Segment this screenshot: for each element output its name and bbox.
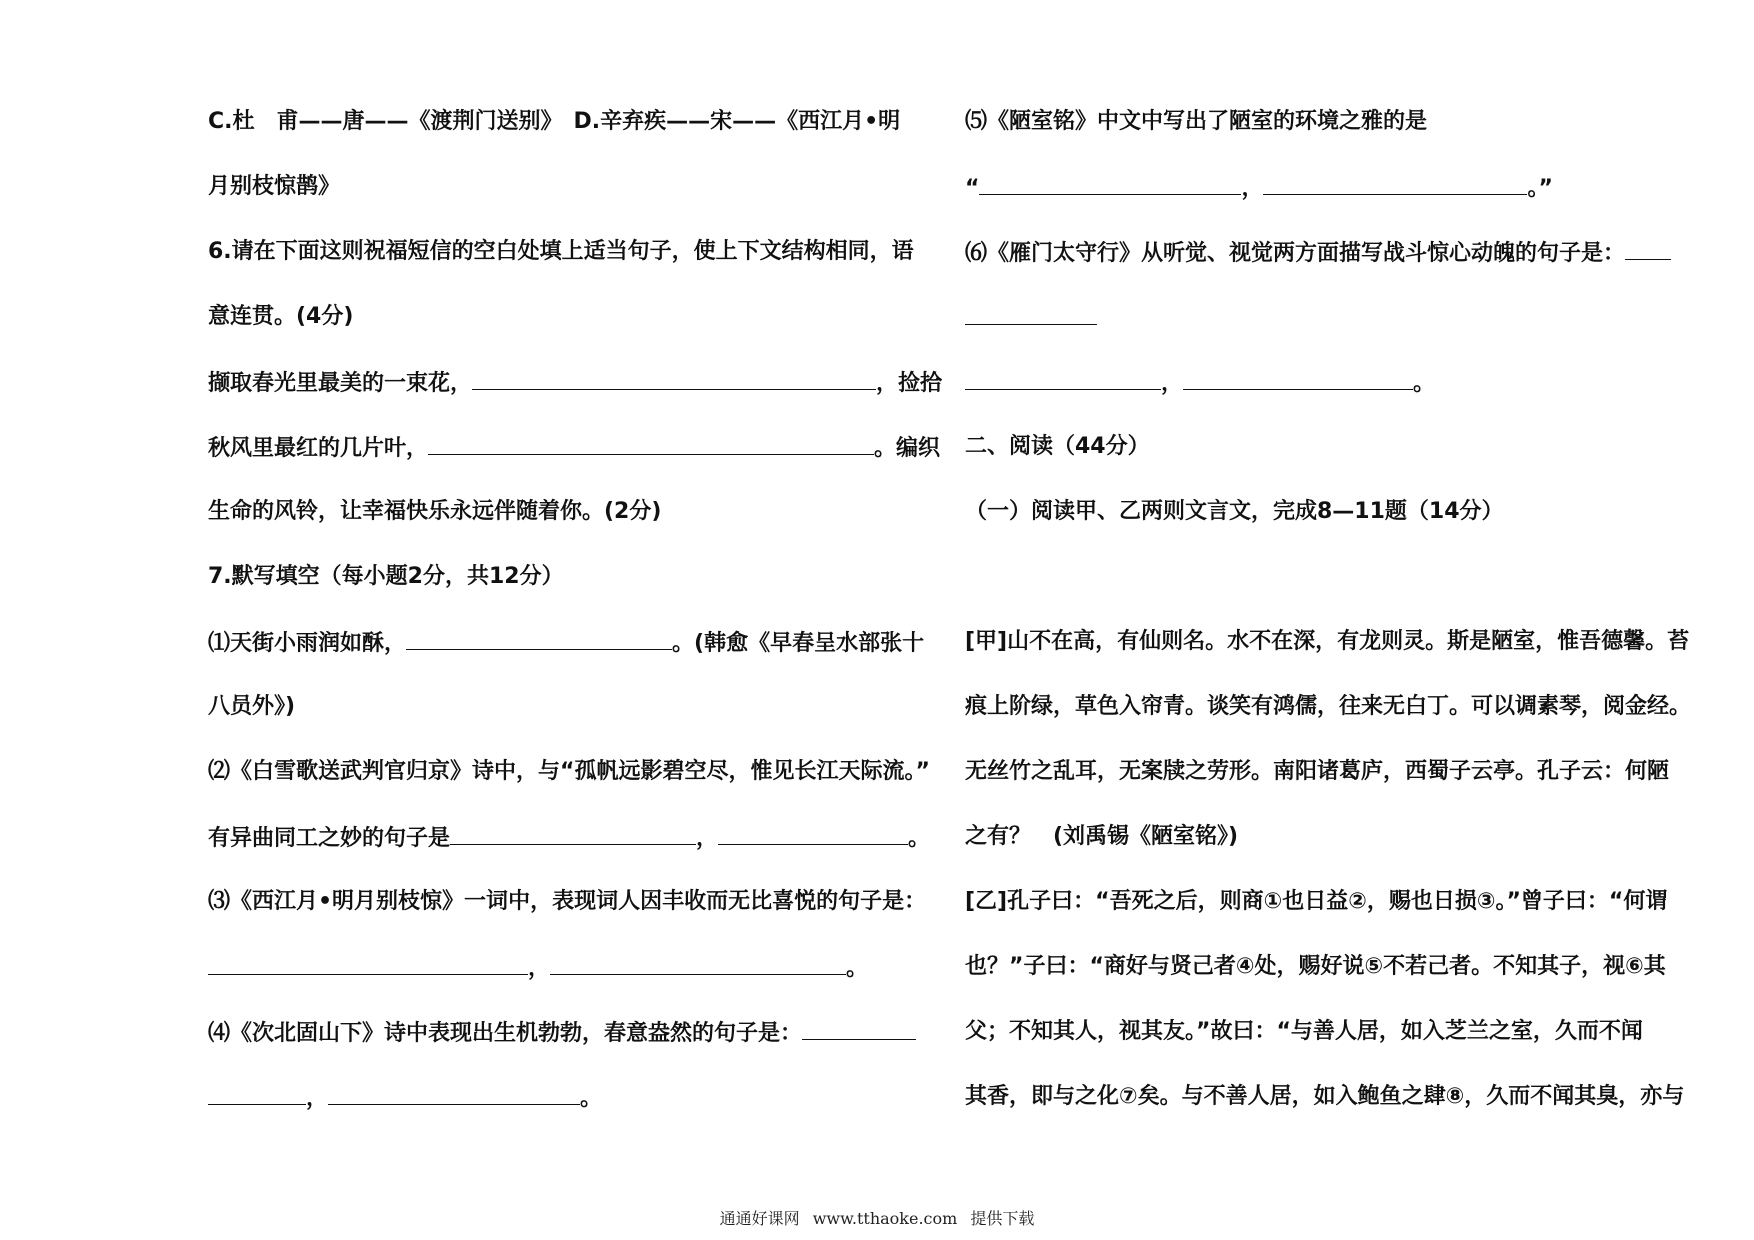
q7-6-period: 。 bbox=[1413, 371, 1436, 396]
q7-item-4-blanks bbox=[208, 1082, 602, 1112]
q6-line-3: 生命的风铃，让幸福快乐永远伴随着你。(2分) bbox=[208, 499, 662, 524]
q7-1-blank[interactable] bbox=[406, 627, 672, 650]
q7-item-6-blank-line bbox=[965, 302, 1097, 332]
question-6-prompt: 6.请在下面这则祝福短信的空白处填上适当句子，使上下文结构相同，语 bbox=[208, 239, 914, 264]
q7-4-blank-2[interactable] bbox=[208, 1082, 306, 1105]
footer-url-link[interactable]: www.tthaoke.com bbox=[812, 1209, 958, 1228]
q6-line-2 bbox=[208, 432, 940, 462]
page-footer bbox=[0, 1206, 1754, 1229]
footer-site-name: 通通好课网 bbox=[719, 1209, 800, 1228]
q7-item-1-cont: 八员外》) bbox=[208, 694, 296, 719]
q7-6-blank-3[interactable] bbox=[965, 367, 1161, 390]
q7-5-comma: ， bbox=[1241, 176, 1264, 201]
q7-6-text: ⑹《雁门太守行》从听觉、视觉两方面描写战斗惊心动魄的句子是： bbox=[965, 241, 1626, 266]
q6-blank-1[interactable] bbox=[472, 367, 876, 390]
q7-item-4 bbox=[208, 1017, 916, 1047]
passage-b-line-2: 也？”子曰：“商好与贤己者④处，赐好说⑤不若己者。不知其子，视⑥其 bbox=[965, 954, 1666, 979]
footer-note: 提供下载 bbox=[970, 1209, 1035, 1228]
passage-b-line-1: [乙]孔子曰：“吾死之后，则商①也日益②，赐也日损③。”曾子曰：“何谓 bbox=[965, 889, 1668, 914]
passage-a-line-1: [甲]山不在高，有仙则名。水不在深，有龙则灵。斯是陋室，惟吾德馨。苔 bbox=[965, 629, 1690, 654]
section-2-heading: 二、阅读（44分） bbox=[965, 434, 1150, 459]
q7-item-2-cont bbox=[208, 822, 930, 852]
q7-3-period: 。 bbox=[846, 956, 869, 981]
q7-item-1 bbox=[208, 627, 924, 657]
q7-6-blank-4[interactable] bbox=[1183, 367, 1413, 390]
q7-item-2: ⑵《白雪歌送武判官归京》诗中，与“孤帆远影碧空尽，惟见长江天际流。” bbox=[208, 759, 930, 784]
q7-3-blank-2[interactable] bbox=[550, 952, 846, 975]
q7-3-comma: ， bbox=[528, 956, 551, 981]
q6-blank-2[interactable] bbox=[428, 432, 874, 455]
q7-item-6-blanks bbox=[965, 367, 1435, 397]
q7-2-period: 。 bbox=[908, 826, 931, 851]
q7-item-6 bbox=[965, 237, 1671, 267]
q6-text-c: 秋风里最红的几片叶， bbox=[208, 436, 429, 461]
passage-a-line-2: 痕上阶绿，草色入帘青。谈笑有鸿儒，往来无白丁。可以调素琴，阅金经。 bbox=[965, 694, 1692, 719]
q7-5-open-quote: “ bbox=[965, 176, 980, 201]
q7-4-comma: ， bbox=[306, 1086, 329, 1111]
q7-6-comma: ， bbox=[1161, 371, 1184, 396]
passage-b-line-4: 其香，即与之化⑦矣。与不善人居，如入鲍鱼之肆⑧，久而不闻其臭，亦与 bbox=[965, 1084, 1685, 1109]
q7-6-blank-2[interactable] bbox=[965, 302, 1097, 325]
q7-1-source: 。(韩愈《早春呈水部张十 bbox=[672, 631, 925, 656]
passage-b-line-3: 父；不知其人，视其友。”故曰：“与善人居，如入芝兰之室，久而不闻 bbox=[965, 1019, 1643, 1044]
q7-5-blank-2[interactable] bbox=[1263, 172, 1527, 195]
q7-item-3-blanks bbox=[208, 952, 868, 982]
q7-4-blank-3[interactable] bbox=[328, 1082, 580, 1105]
q7-item-5-blanks bbox=[965, 172, 1553, 202]
q7-5-close: 。” bbox=[1527, 176, 1553, 201]
q7-1-text: ⑴天街小雨润如酥， bbox=[208, 631, 407, 656]
q7-2-text: 有异曲同工之妙的句子是 bbox=[208, 826, 451, 851]
q7-item-5: ⑸《陋室铭》中文中写出了陋室的环境之雅的是 bbox=[965, 109, 1428, 134]
q7-6-blank-1[interactable] bbox=[1625, 237, 1671, 260]
question-7-heading: 7.默写填空（每小题2分，共12分） bbox=[208, 564, 564, 589]
option-c-d-line: C.杜 甫——唐——《渡荆门送别》 D.辛弃疾——宋——《西江月•明 bbox=[208, 109, 901, 134]
q6-text-a: 撷取春光里最美的一束花， bbox=[208, 371, 473, 396]
q6-line-1 bbox=[208, 367, 942, 397]
q7-5-blank-1[interactable] bbox=[979, 172, 1241, 195]
q7-item-3: ⑶《西江月•明月别枝惊》一词中，表现词人因丰收而无比喜悦的句子是： bbox=[208, 889, 927, 914]
q6-text-b: ，捡拾 bbox=[876, 371, 943, 396]
q7-4-period: 。 bbox=[580, 1086, 603, 1111]
q7-2-blank-1[interactable] bbox=[450, 822, 696, 845]
passage-a-line-4: 之有？ (刘禹锡《陋室铭》) bbox=[965, 824, 1239, 849]
q6-text-d: 。编织 bbox=[874, 436, 941, 461]
passage-a-line-3: 无丝竹之乱耳，无案牍之劳形。南阳诸葛庐，西蜀子云亭。孔子云：何陋 bbox=[965, 759, 1670, 784]
q7-2-blank-2[interactable] bbox=[718, 822, 908, 845]
q7-3-blank-1[interactable] bbox=[208, 952, 528, 975]
subsection-1-heading: （一）阅读甲、乙两则文言文，完成8—11题（14分） bbox=[965, 499, 1504, 524]
q7-4-blank-1[interactable] bbox=[802, 1017, 916, 1040]
question-6-prompt-cont: 意连贯。(4分) bbox=[208, 304, 354, 329]
q7-2-comma: ， bbox=[696, 826, 719, 851]
q7-4-text: ⑷《次北固山下》诗中表现出生机勃勃，春意盎然的句子是： bbox=[208, 1021, 803, 1046]
option-d-continued: 月别枝惊鹊》 bbox=[208, 174, 341, 199]
